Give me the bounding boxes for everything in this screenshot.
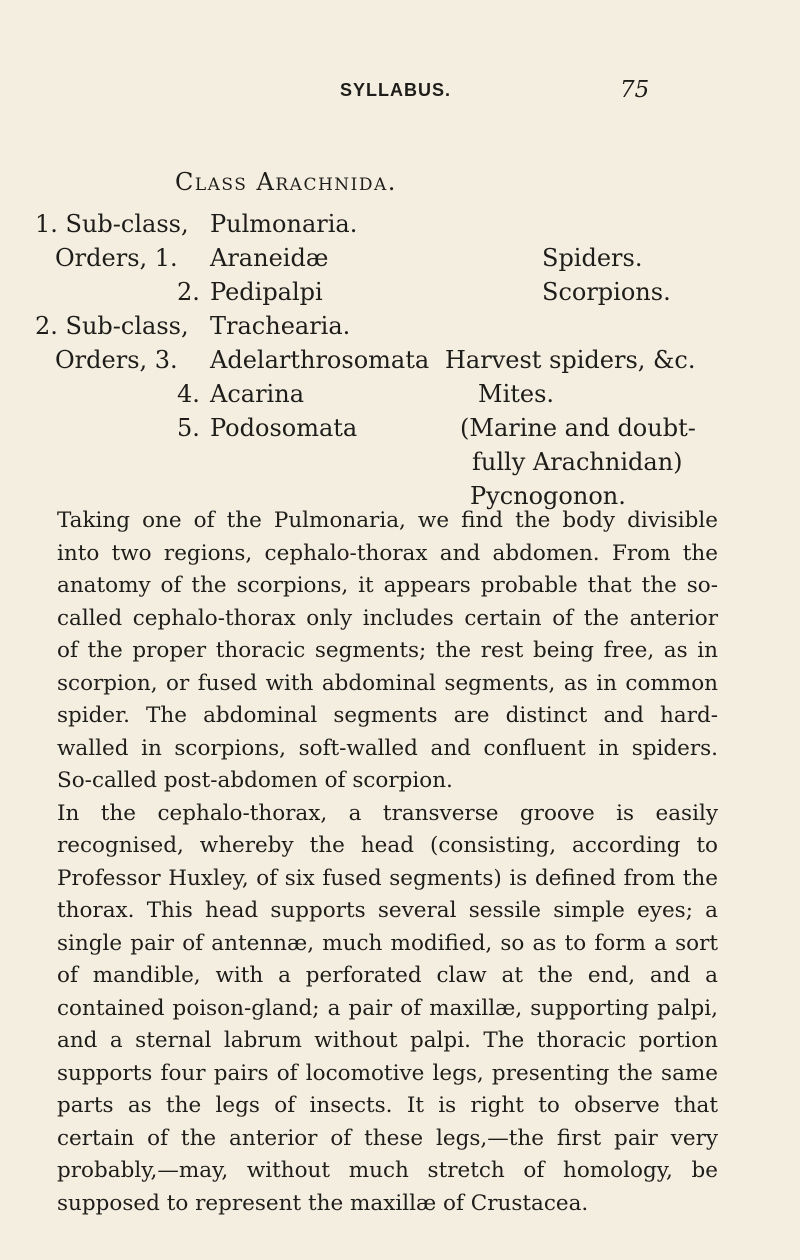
- classification-row: [0, 241, 800, 275]
- classification-row: [0, 445, 800, 479]
- paragraph: Taking one of the Pulmonaria, we find the body divisible into two regions, cephalo-thorax and abdomen. From the anatomy of the scorpions, it appears probable that the so-called cephalo-thorax only includes certain of the anterior of the proper thoracic segments; the rest being free, as in scorpion, or fused with abdominal segments, as in common spider. The abdominal segments are distinct and hard-walled in scorpions, soft-walled and confluent in spiders. So-called post-abdomen of scorpion.: [57, 508, 718, 793]
- row-label: Orders, 1.: [55, 244, 178, 272]
- row-label: 5.: [177, 414, 200, 442]
- row-common-name: fully Arachnidan): [472, 448, 683, 476]
- row-label: Orders, 3.: [55, 346, 178, 374]
- classification-row: [0, 275, 800, 309]
- body-text: [57, 505, 718, 1220]
- classification-row: [0, 207, 800, 241]
- row-taxon: Podosomata: [210, 414, 358, 442]
- row-common-name: Scorpions.: [542, 278, 671, 306]
- row-common-name: Spiders.: [542, 244, 643, 272]
- row-label: 1. Sub-class,: [35, 210, 189, 238]
- row-label: 4.: [177, 380, 200, 408]
- row-label: 2.: [177, 278, 200, 306]
- row-common-name: (Marine and doubt-: [460, 414, 696, 442]
- classification-row: [0, 343, 800, 377]
- row-taxon: Acarina: [210, 380, 304, 408]
- row-taxon: Araneidæ: [210, 244, 329, 272]
- class-title: Class Arachnida.: [175, 168, 397, 196]
- row-common-name: Harvest spiders, &c.: [445, 346, 696, 374]
- classification-row: [0, 411, 800, 445]
- page-number: 75: [620, 77, 650, 103]
- running-title: SYLLABUS.: [340, 80, 452, 100]
- classification-row: [0, 309, 800, 343]
- row-common-name: Pycnogonon.: [470, 482, 626, 510]
- row-taxon: Pedipalpi: [210, 278, 323, 306]
- row-common-name: Mites.: [478, 380, 555, 408]
- running-head: [0, 77, 800, 110]
- classification-row: [0, 377, 800, 411]
- row-taxon: Adelarthrosomata: [210, 346, 430, 374]
- row-label: 2. Sub-class,: [35, 312, 189, 340]
- paragraph: In the cephalo-thorax, a transverse groove is easily recognised, whereby the head (consisting, according to Professor Huxley, of six fused segments) is defined from the thorax. This head supports several sessile simple eyes; a single pair of antennæ, much modified, so as to form a sort of mandible, with a perforated claw at the end, and a contained poison-gland; a pair of maxillæ, supporting palpi, and a sternal labrum without palpi. The thoracic portion supports four pairs of locomotive legs, presenting the same parts as the legs of insects. It is right to observe that certain of the anterior of these legs,—the first pair very probably,—may, without much stretch of homology, be supposed to represent the maxillæ of Crustacea.: [57, 800, 718, 1216]
- row-taxon: Trachearia.: [210, 312, 351, 340]
- row-taxon: Pulmonaria.: [210, 210, 358, 238]
